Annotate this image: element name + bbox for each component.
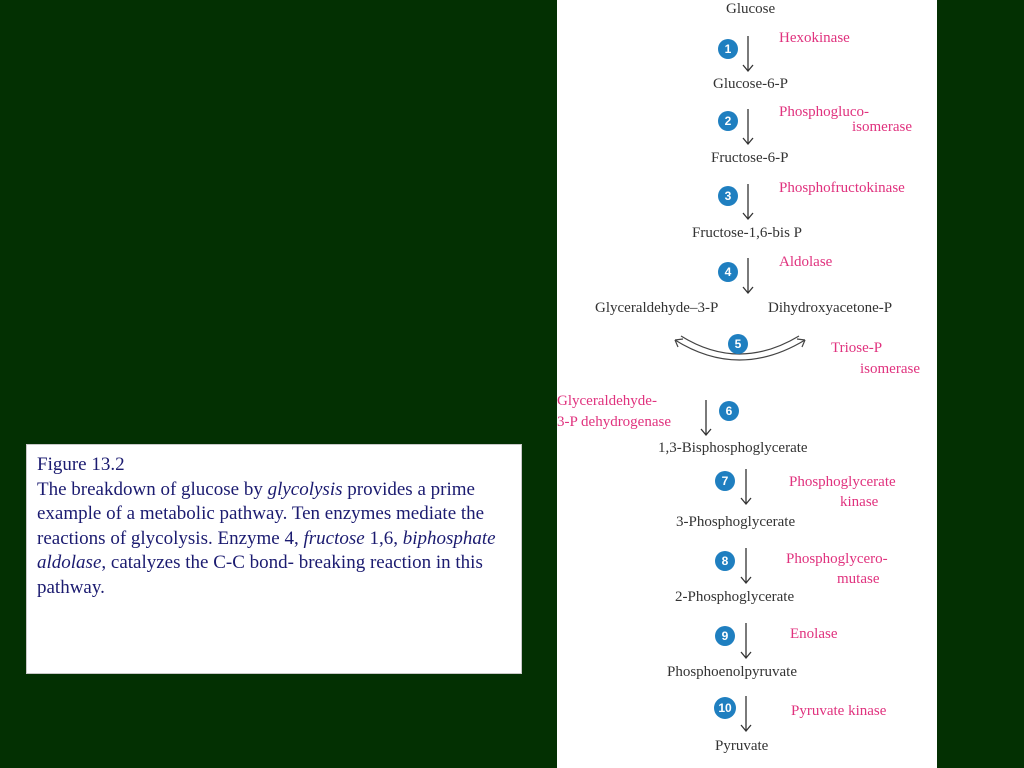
enzyme-7-label-line2: kinase	[840, 494, 879, 510]
enzyme-2-label-line1: Phosphogluco-	[779, 104, 869, 120]
metabolite-3-phosphoglycerate: 3-Phosphoglycerate	[676, 514, 796, 530]
arrow-down-icon	[741, 34, 755, 74]
step-badge-7: 7	[715, 471, 735, 491]
arrow-down-icon	[739, 621, 753, 661]
enzyme-4-label: Aldolase	[779, 254, 833, 270]
arrow-down-icon	[741, 256, 755, 296]
arrow-down-icon	[739, 546, 753, 586]
step-badge-10: 10	[714, 697, 736, 719]
metabolite-pyruvate: Pyruvate	[715, 738, 769, 754]
step-badge-9: 9	[715, 626, 735, 646]
caption-text: The breakdown of glucose by glycolysis provides a prime example of a metabolic pathway. Ten enzymes mediate the reactions of glycolysis. Enzyme 4, fructose 1,6, biphosphate aldolase, catalyzes the C-C bond- breaking reaction in this pathway.	[37, 478, 496, 598]
metabolite-fructose-16-bisp: Fructose-1,6-bis P	[692, 225, 802, 241]
step-badge-8: 8	[715, 551, 735, 571]
enzyme-7-label-line1: Phosphoglycerate	[789, 474, 896, 490]
aldolase-term: biphosphate aldolase	[37, 527, 496, 573]
enzyme-5-label-line2: isomerase	[860, 361, 920, 377]
enzyme-3-label: Phosphofructokinase	[779, 180, 905, 196]
enzyme-6-label-line1: Glyceraldehyde-	[557, 393, 657, 409]
fructose-term: fructose	[303, 527, 365, 549]
metabolite-dihydroxyacetone-p: Dihydroxyacetone-P	[768, 300, 893, 316]
enzyme-1-label: Hexokinase	[779, 30, 850, 46]
metabolite-phosphoenolpyruvate: Phosphoenolpyruvate	[667, 664, 797, 680]
arrow-down-icon	[741, 107, 755, 147]
arrow-down-icon	[741, 182, 755, 222]
enzyme-5-label-line1: Triose-P	[831, 340, 883, 356]
figure-caption	[26, 444, 522, 674]
enzyme-2-label-line2: isomerase	[852, 119, 912, 135]
figure-label: Figure 13.2	[37, 454, 125, 475]
enzyme-9-label: Enolase	[790, 626, 838, 642]
step-badge-2: 2	[718, 111, 738, 131]
step-badge-1: 1	[718, 39, 738, 59]
step-badge-5: 5	[728, 334, 748, 354]
metabolite-13-bisphosphoglycerate: 1,3-Bisphosphoglycerate	[658, 440, 808, 456]
glycolysis-diagram	[557, 0, 937, 768]
metabolite-glucose: Glucose	[726, 1, 776, 17]
step-badge-4: 4	[718, 262, 738, 282]
step-badge-6: 6	[719, 401, 739, 421]
arrow-down-icon	[699, 398, 713, 438]
enzyme-8-label-line2: mutase	[837, 571, 880, 587]
enzyme-10-label: Pyruvate kinase	[791, 703, 887, 719]
arrow-down-icon	[739, 694, 753, 734]
metabolite-2-phosphoglycerate: 2-Phosphoglycerate	[675, 589, 795, 605]
metabolite-glyceraldehyde-3-p: Glyceraldehyde–3-P	[595, 300, 719, 316]
metabolite-glucose-6-p: Glucose-6-P	[713, 76, 788, 92]
enzyme-8-label-line1: Phosphoglycero-	[786, 551, 888, 567]
glycolysis-term: glycolysis	[267, 478, 343, 500]
enzyme-6-label-line2: 3-P dehydrogenase	[557, 414, 671, 430]
arrow-down-icon	[739, 467, 753, 507]
step-badge-3: 3	[718, 186, 738, 206]
metabolite-fructose-6-p: Fructose-6-P	[711, 150, 789, 166]
